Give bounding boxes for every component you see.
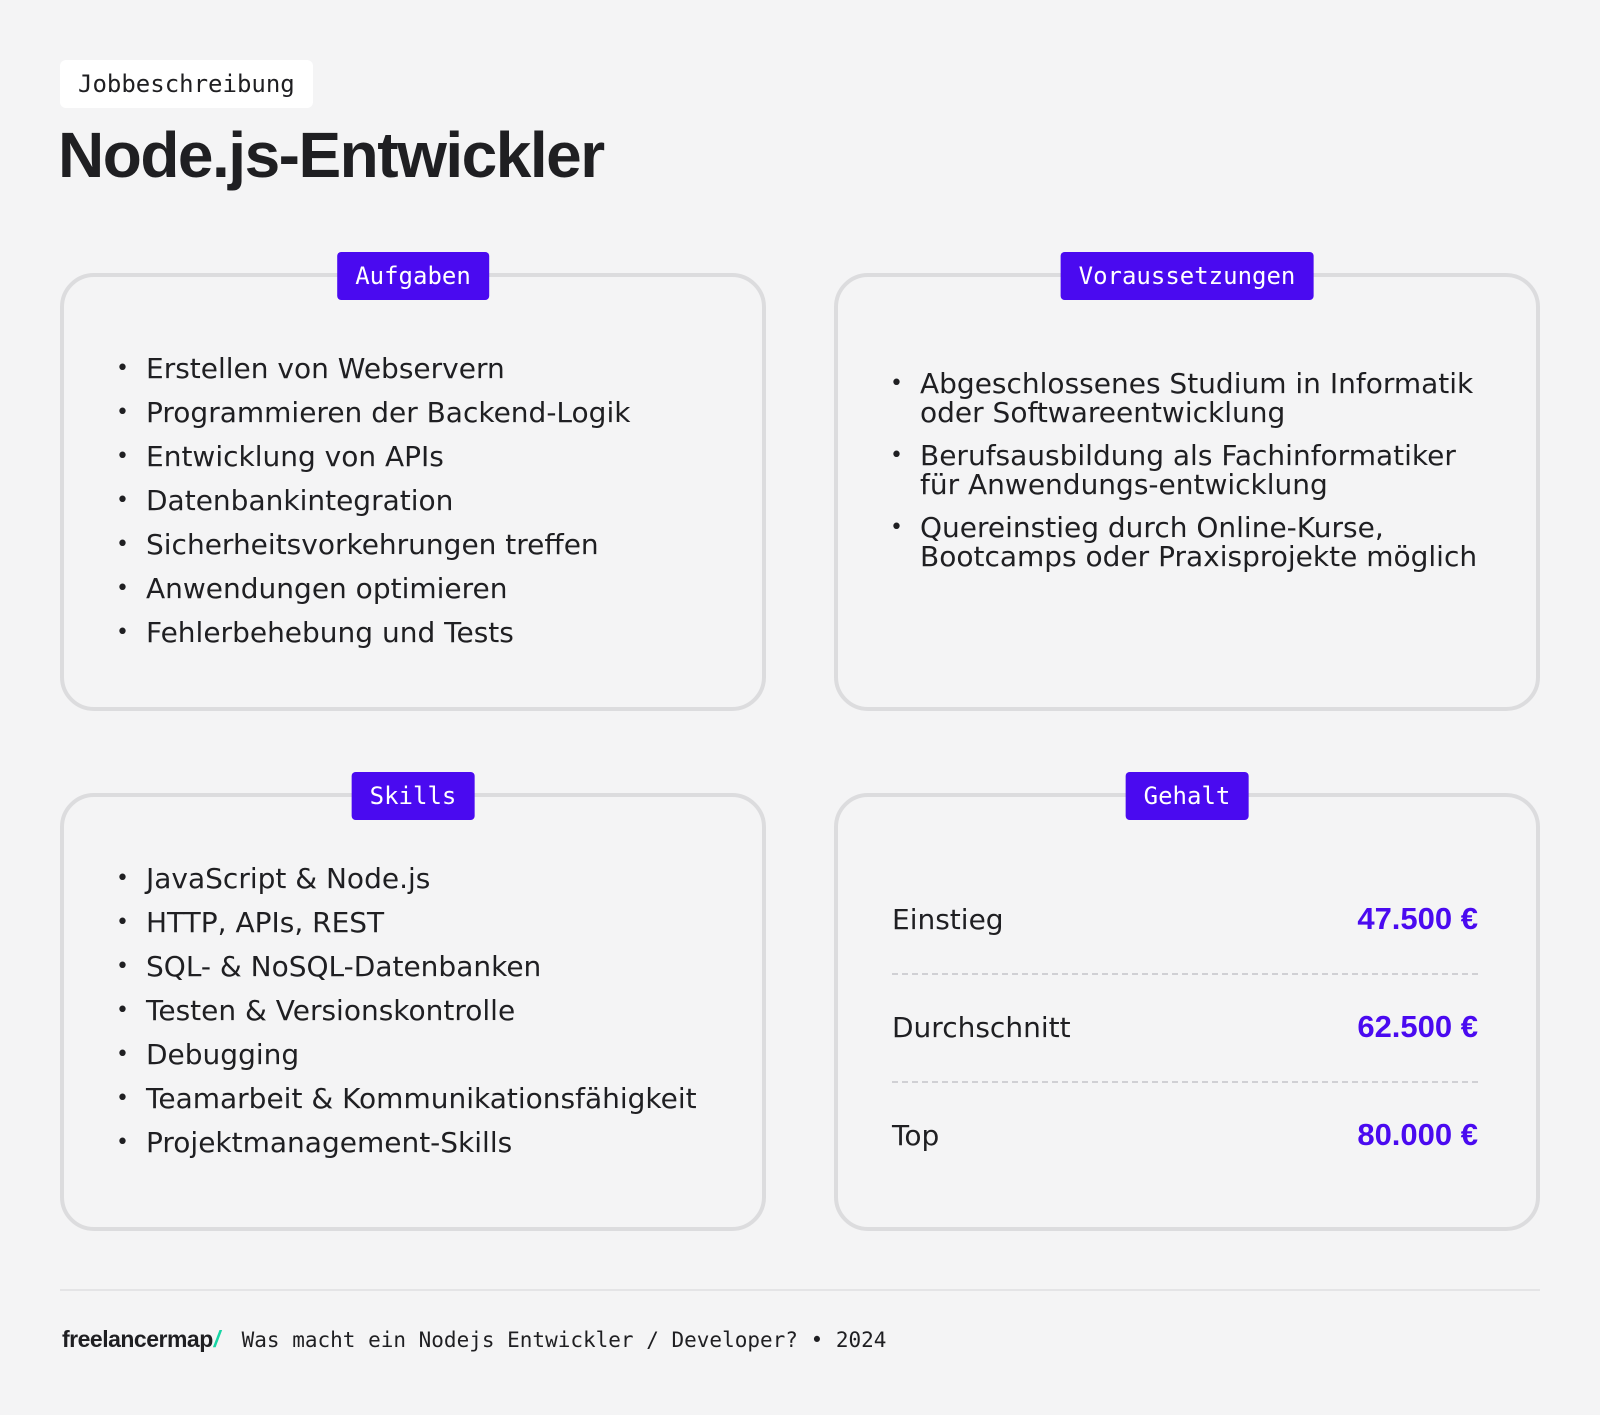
- footer-divider: [60, 1289, 1540, 1291]
- brand-name: freelancermap: [62, 1326, 213, 1352]
- page-title: Node.js-Entwickler: [58, 119, 604, 191]
- list-item: • Entwicklung von APIs: [116, 442, 722, 471]
- list-item: • Debugging: [116, 1040, 722, 1069]
- list-item: • Testen & Versionskontrolle: [116, 996, 722, 1025]
- list-item: • Anwendungen optimieren: [116, 574, 722, 603]
- salary-value: 47.500 €: [1357, 901, 1478, 936]
- brand-logo: [62, 1326, 220, 1353]
- list-item: • Abgeschlossenes Studium in Informatik oder Softwareentwicklung: [890, 369, 1496, 427]
- list-item: • Sicherheitsvorkehrungen treffen: [116, 530, 722, 559]
- salary-label: Durchschnitt: [892, 1010, 1071, 1044]
- list-item: • Projektmanagement-Skills: [116, 1128, 722, 1157]
- footer-caption: Was macht ein Nodejs Entwickler / Developer? • 2024: [241, 1327, 887, 1352]
- list-item: • Berufsausbildung als Fachinformatiker für Anwendungs-entwicklung: [890, 441, 1496, 499]
- salary-label: Einstieg: [892, 902, 1004, 936]
- page-tag: Jobbeschreibung: [60, 60, 313, 108]
- card-skills: [60, 782, 766, 1231]
- card-voraussetzungen: [834, 262, 1540, 711]
- list-item: • Datenbankintegration: [116, 486, 722, 515]
- salary-value: 80.000 €: [1357, 1117, 1478, 1152]
- salary-row-einstieg: [892, 865, 1478, 975]
- card-gehalt: [834, 782, 1540, 1231]
- list-item: • Quereinstieg durch Online-Kurse, Bootcamps oder Praxisprojekte möglich: [890, 513, 1496, 571]
- list-item: • JavaScript & Node.js: [116, 864, 722, 893]
- card-label-aufgaben: Aufgaben: [337, 252, 489, 300]
- list-item: • Fehlerbehebung und Tests: [116, 618, 722, 647]
- voraussetzungen-list: [890, 369, 1496, 585]
- card-label-voraussetzungen: Voraussetzungen: [1061, 252, 1314, 300]
- salary-row-top: [892, 1081, 1478, 1189]
- card-label-skills: Skills: [352, 772, 475, 820]
- list-item: • Programmieren der Backend-Logik: [116, 398, 722, 427]
- skills-list: [116, 864, 722, 1172]
- aufgaben-list: [116, 354, 722, 662]
- card-label-gehalt: Gehalt: [1126, 772, 1249, 820]
- brand-slash: /: [213, 1326, 220, 1352]
- list-item: • HTTP, APIs, REST: [116, 908, 722, 937]
- salary-row-durchschnitt: [892, 973, 1478, 1083]
- salary-label: Top: [892, 1118, 940, 1152]
- card-aufgaben: [60, 262, 766, 711]
- list-item: • Teamarbeit & Kommunikationsfähigkeit: [116, 1084, 722, 1113]
- list-item: • Erstellen von Webservern: [116, 354, 722, 383]
- footer: [62, 1326, 886, 1353]
- salary-value: 62.500 €: [1357, 1009, 1478, 1044]
- list-item: • SQL- & NoSQL-Datenbanken: [116, 952, 722, 981]
